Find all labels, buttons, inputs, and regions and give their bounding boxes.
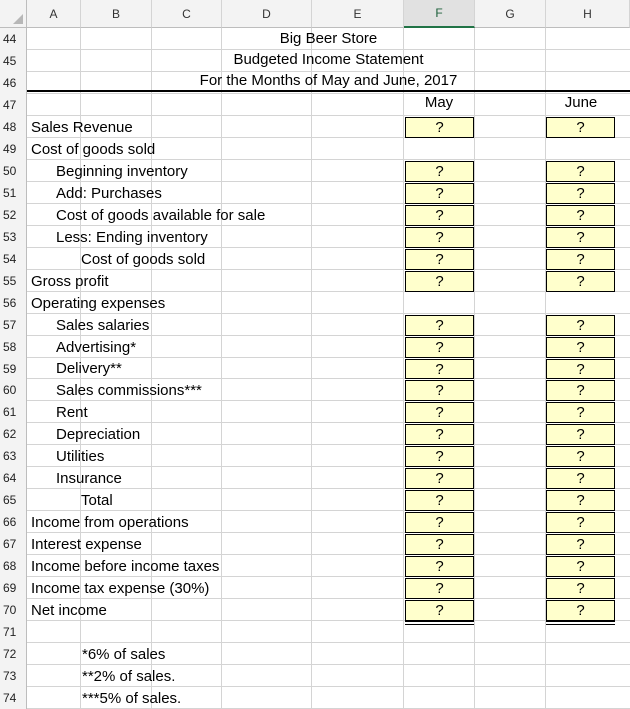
row-header-47[interactable]: 47 xyxy=(0,94,27,116)
row-header-58[interactable]: 58 xyxy=(0,336,27,358)
june-input-cell[interactable]: ? xyxy=(546,512,615,533)
line-label[interactable]: Income before income taxes xyxy=(31,557,220,575)
may-input-cell[interactable]: ? xyxy=(405,468,474,489)
row-header-67[interactable]: 67 xyxy=(0,533,27,555)
may-input-cell[interactable]: ? xyxy=(405,249,474,270)
june-input-cell[interactable]: ? xyxy=(546,556,615,577)
may-input-cell[interactable]: ? xyxy=(405,271,474,292)
june-input-cell[interactable]: ? xyxy=(546,271,615,292)
line-label[interactable]: Income tax expense (30%) xyxy=(31,579,210,597)
may-input-cell[interactable]: ? xyxy=(405,161,474,182)
select-all-corner[interactable] xyxy=(0,0,27,28)
row-header-60[interactable]: 60 xyxy=(0,379,27,401)
june-input-cell[interactable]: ? xyxy=(546,424,615,445)
row-header-57[interactable]: 57 xyxy=(0,314,27,336)
june-input-cell[interactable]: ? xyxy=(546,578,615,599)
line-label[interactable]: Advertising* xyxy=(56,338,137,356)
statement-title[interactable]: Budgeted Income Statement xyxy=(233,51,424,68)
line-label[interactable]: Rent xyxy=(56,403,88,421)
column-header-b[interactable]: B xyxy=(81,0,152,28)
line-label[interactable]: Depreciation xyxy=(56,425,141,443)
june-input-cell[interactable]: ? xyxy=(546,227,615,248)
row-header-54[interactable]: 54 xyxy=(0,248,27,270)
period-title[interactable]: For the Months of May and June, 2017 xyxy=(199,72,458,89)
june-input-cell[interactable]: ? xyxy=(546,205,615,226)
row-header-44[interactable]: 44 xyxy=(0,28,27,50)
double-underline xyxy=(546,621,615,625)
row-header-72[interactable]: 72 xyxy=(0,643,27,665)
footnote-3[interactable]: ***5% of sales. xyxy=(82,689,182,707)
row-header-69[interactable]: 69 xyxy=(0,577,27,599)
june-input-cell[interactable]: ? xyxy=(546,600,615,621)
line-label[interactable]: Sales commissions*** xyxy=(56,381,202,399)
june-input-cell[interactable]: ? xyxy=(546,183,615,204)
column-gridline xyxy=(221,28,222,709)
row-header-63[interactable]: 63 xyxy=(0,445,27,467)
row-header-55[interactable]: 55 xyxy=(0,270,27,292)
line-label[interactable]: Less: Ending inventory xyxy=(56,228,208,246)
june-input-cell[interactable]: ? xyxy=(546,315,615,336)
column-gridline xyxy=(311,28,312,709)
line-label[interactable]: Cost of goods available for sale xyxy=(56,206,266,224)
may-input-cell[interactable]: ? xyxy=(405,534,474,555)
row-header-48[interactable]: 48 xyxy=(0,116,27,138)
column-gridline xyxy=(151,28,152,709)
line-label[interactable]: Interest expense xyxy=(31,535,142,553)
line-label[interactable]: Income from operations xyxy=(31,513,189,531)
line-label[interactable]: Beginning inventory xyxy=(56,162,188,180)
row-gridline xyxy=(27,620,630,621)
june-header[interactable]: June xyxy=(564,94,598,111)
may-input-cell[interactable]: ? xyxy=(405,556,474,577)
row-header-73[interactable]: 73 xyxy=(0,665,27,687)
footnote-2[interactable]: **2% of sales. xyxy=(82,667,176,685)
line-label[interactable]: Delivery** xyxy=(56,360,122,377)
may-input-cell[interactable]: ? xyxy=(405,490,474,511)
june-input-cell[interactable]: ? xyxy=(546,380,615,401)
may-input-cell[interactable]: ? xyxy=(405,402,474,423)
line-label[interactable]: Insurance xyxy=(56,469,122,487)
line-label[interactable]: Add: Purchases xyxy=(56,184,162,202)
footnote-1[interactable]: *6% of sales xyxy=(82,645,166,663)
june-input-cell[interactable]: ? xyxy=(546,359,615,379)
june-input-cell[interactable]: ? xyxy=(546,337,615,358)
column-gridline xyxy=(474,28,475,709)
june-input-cell[interactable]: ? xyxy=(546,161,615,182)
line-label[interactable]: Total xyxy=(81,491,113,509)
may-input-cell[interactable]: ? xyxy=(405,446,474,467)
row-header-59[interactable]: 59 xyxy=(0,358,27,379)
june-input-cell[interactable]: ? xyxy=(546,446,615,467)
may-header[interactable]: May xyxy=(424,94,454,111)
row-header-62[interactable]: 62 xyxy=(0,423,27,445)
row-header-61[interactable]: 61 xyxy=(0,401,27,423)
column-header-c[interactable]: C xyxy=(152,0,222,28)
row-header-45[interactable]: 45 xyxy=(0,50,27,72)
may-input-cell[interactable]: ? xyxy=(405,380,474,401)
june-input-cell[interactable]: ? xyxy=(546,249,615,270)
column-header-g[interactable]: G xyxy=(475,0,546,28)
may-input-cell[interactable]: ? xyxy=(405,183,474,204)
row-header-46[interactable]: 46 xyxy=(0,72,27,94)
may-input-cell[interactable]: ? xyxy=(405,578,474,599)
line-label[interactable]: Sales Revenue xyxy=(31,118,133,136)
line-label[interactable]: Utilities xyxy=(56,447,105,465)
may-input-cell[interactable]: ? xyxy=(405,512,474,533)
row-header-65[interactable]: 65 xyxy=(0,489,27,511)
row-header-66[interactable]: 66 xyxy=(0,511,27,533)
may-input-cell[interactable]: ? xyxy=(405,205,474,226)
column-header-d[interactable]: D xyxy=(222,0,312,28)
row-header-64[interactable]: 64 xyxy=(0,467,27,489)
row-header-53[interactable]: 53 xyxy=(0,226,27,248)
row-header-51[interactable]: 51 xyxy=(0,182,27,204)
may-input-cell[interactable]: ? xyxy=(405,424,474,445)
column-header-a[interactable]: A xyxy=(27,0,81,28)
row-header-52[interactable]: 52 xyxy=(0,204,27,226)
line-label[interactable]: Cost of goods sold xyxy=(31,140,156,158)
column-header-f[interactable]: F xyxy=(404,0,475,28)
line-label[interactable]: Net income xyxy=(31,601,107,619)
may-input-cell[interactable]: ? xyxy=(405,337,474,358)
line-label[interactable]: Gross profit xyxy=(31,272,109,290)
header-rule xyxy=(27,90,630,92)
june-input-cell[interactable]: ? xyxy=(546,402,615,423)
june-input-cell[interactable]: ? xyxy=(546,468,615,489)
line-label[interactable]: Sales salaries xyxy=(56,316,150,334)
row-header-49[interactable]: 49 xyxy=(0,138,27,160)
line-label[interactable]: Operating expenses xyxy=(31,294,166,312)
double-underline xyxy=(405,621,474,625)
row-header-50[interactable]: 50 xyxy=(0,160,27,182)
row-header-56[interactable]: 56 xyxy=(0,292,27,314)
may-input-cell[interactable]: ? xyxy=(405,315,474,336)
row-header-68[interactable]: 68 xyxy=(0,555,27,577)
row-header-71[interactable]: 71 xyxy=(0,621,27,643)
june-input-cell[interactable]: ? xyxy=(546,534,615,555)
column-header-e[interactable]: E xyxy=(312,0,404,28)
column-header-h[interactable]: H xyxy=(546,0,630,28)
may-input-cell[interactable]: ? xyxy=(405,600,474,621)
june-input-cell[interactable]: ? xyxy=(546,490,615,511)
june-input-cell[interactable]: ? xyxy=(546,117,615,138)
company-title[interactable]: Big Beer Store xyxy=(279,30,378,47)
may-input-cell[interactable]: ? xyxy=(405,117,474,138)
line-label[interactable]: Cost of goods sold xyxy=(81,250,206,268)
row-header-74[interactable]: 74 xyxy=(0,687,27,709)
row-header-70[interactable]: 70 xyxy=(0,599,27,621)
may-input-cell[interactable]: ? xyxy=(405,227,474,248)
may-input-cell[interactable]: ? xyxy=(405,359,474,379)
column-gridline xyxy=(403,28,404,709)
row-gridline xyxy=(27,93,630,94)
